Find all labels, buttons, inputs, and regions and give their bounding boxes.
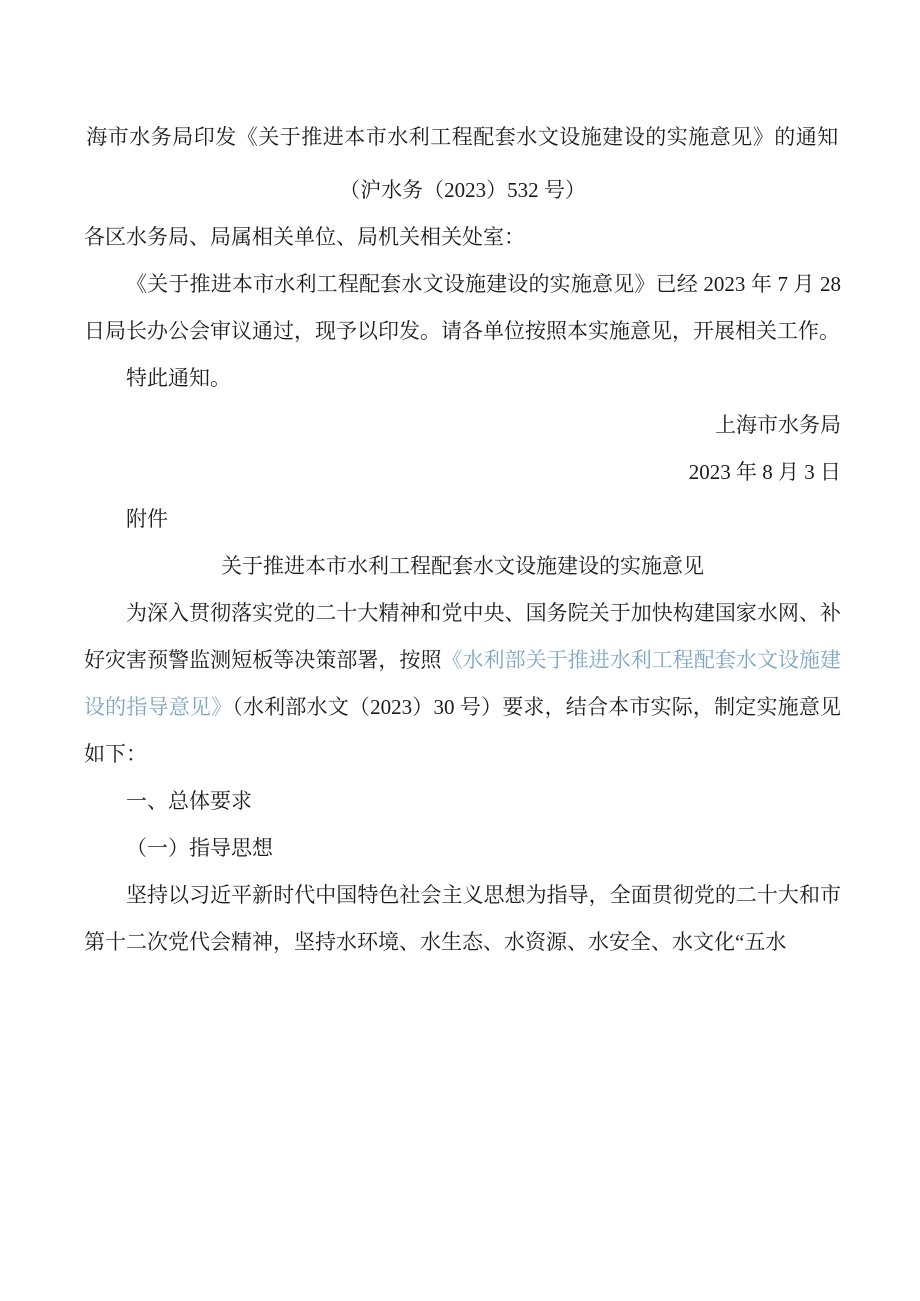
intro-text-after-link: （水利部水文（2023）30 号）要求，结合本市实际，制定实施意见如下：	[84, 695, 842, 766]
attachment-intro-paragraph	[84, 590, 841, 778]
guiding-ideology-paragraph: 坚持以习近平新时代中国特色社会主义思想为指导，全面贯彻党的二十大和市第十二次党代会精神，坚持水环境、水生态、水资源、水安全、水文化“五水	[84, 883, 841, 954]
section-subheading-guiding-ideology: （一）指导思想	[126, 836, 273, 860]
notice-doc-number: （沪水务（2023）532 号）	[339, 178, 586, 202]
notice-title: 海市水务局印发《关于推进本市水利工程配套水文设施建设的实施意见》的通知	[86, 125, 839, 149]
signature-organization: 上海市水务局	[715, 413, 841, 437]
guidance-opinion-link[interactable]: 《水利部关于推进水利工程配套水文设施建设的指导意见》	[84, 648, 841, 719]
notice-body-paragraph: 《关于推进本市水利工程配套水文设施建设的实施意见》已经 2023 年 7 月 28 日局长办公会审议通过，现予以印发。请各单位按照本实施意见，开展相关工作。	[84, 272, 841, 343]
signature-date: 2023 年 8 月 3 日	[688, 460, 841, 484]
notice-closing: 特此通知。	[126, 366, 231, 390]
notice-salutation: 各区水务局、局属相关单位、局机关相关处室：	[84, 225, 525, 249]
attachment-label: 附件	[126, 507, 168, 531]
attachment-title: 关于推进本市水利工程配套水文设施建设的实施意见	[221, 554, 704, 578]
section-heading-overall-requirements: 一、总体要求	[126, 789, 252, 813]
intro-text-before-link: 为深入贯彻落实党的二十大精神和党中央、国务院关于加快构建国家水网、补好灾害预警监测短板等决策部署，按照	[84, 601, 841, 672]
